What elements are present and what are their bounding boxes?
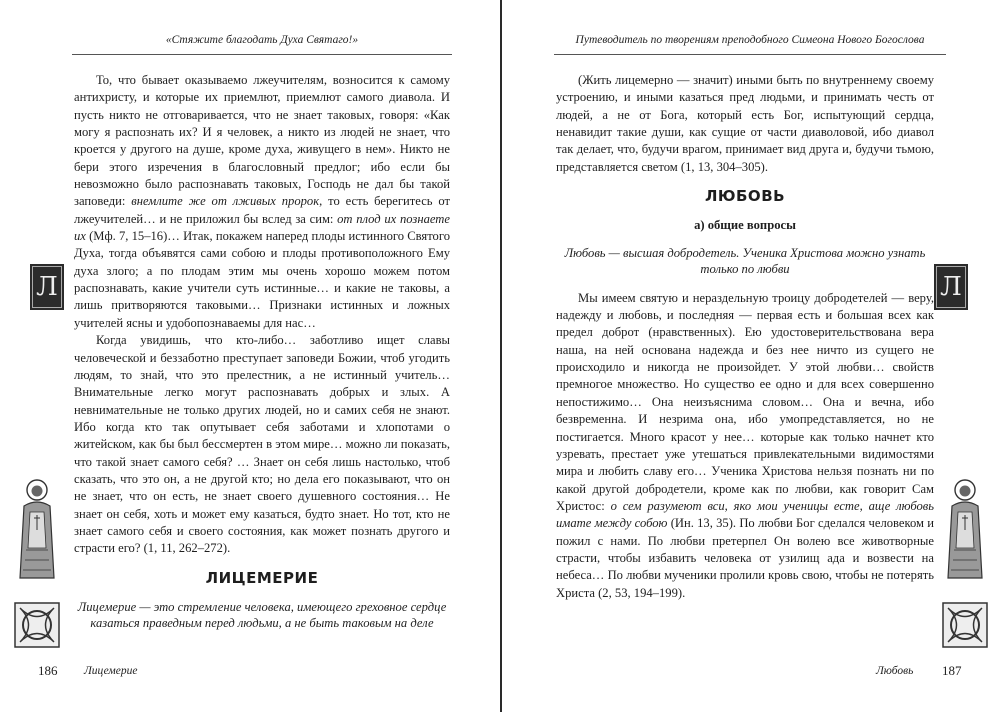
running-head-left: «Стяжите благодать Духа Святаго!» <box>165 34 359 46</box>
tab-letter: Л <box>940 272 962 302</box>
left-body <box>74 72 450 644</box>
epigraph-love: Любовь — высшая добродетель. Ученика Христова можно узнать только по любви <box>564 245 926 277</box>
page-number-left: 186 <box>38 663 58 678</box>
footer-title-left: Лицемерие <box>84 665 138 677</box>
quote-italic: о сем разумеют вси, яко мои ученицы есте, аще любовь имате между собою <box>556 498 934 531</box>
right-paragraph-1: (Жить лицемерно — значит) иными быть по внутреннему своему устроению, и иными казаться пред людьми, и принимать честь от людей, а не от Бога, который есть Бог, испытующий сердца, ненавидит такие души, как сущие от части диаволовой, ибо диавол так делает, что, будучи врагом, принимает вид друга и, будучи тьмою, представляется светом (1, 13, 304–305). <box>556 73 934 174</box>
knot-ornament-right <box>940 600 990 650</box>
epigraph-hypocrisy: Лицемерие — это стремление человека, имеющего греховное сердце казаться праведным перед людьми, а не быть таковым на деле <box>77 599 447 631</box>
left-paragraph-1: То, что бывает оказываемо лжеучителям, возносится к самому антихристу, и которые их приемлют, приемлют самого диавола. И пусть никто не отговаривается, что не знает таковых, говоря: «Как могу я распознать их? И я человек, а никто из людей не знает, что кроется у другого на душе, кроме духа, живущего в нем». Никто не бери этого изречения в благословный предлог; ибо если бы невозможно было распознавать таковых, Господь не дал бы такой заповеди: внемлите же от лживых пророк, то есть берегитесь от лжеучителей… и не приложил бы вслед за сим: от плод их познаете их (Мф. 7, 15–16)… Итак, покажем наперед плоды истинного Святого Духа, тогда объявятся сами собою и плоды противоположного Ему духа злого; а по плодам этим мы очень хорошо можем потом распознавать, какие учители суть истинные… и какие не таковы, а лишь притворяются таковыми… Признаки истинных и ложных учителей ясны и удобопознаваемы для нас… <box>74 73 451 330</box>
quote-italic: от плод их познаете их <box>74 211 450 244</box>
right-page <box>502 0 1000 712</box>
letter-tab-right <box>934 264 968 310</box>
left-paragraph-2: Когда увидишь, что кто-либо… заботливо ищет славы человеческой и беззаботно преступает заповеди Божии, чтоб угодить людям, то знай, что это прелестник, а не истинный учитель… Внимательные легко могут распознавать добрых и злых. А невнимательные не только других людей, но и самих себя не знают. Ибо когда кто так опутывает себя заботами и хлопотами о житейском, как бы был бессмертен в этом мире… можно ли показать, что такой знает самого себя? … Знает он себя лишь настолько, чтоб сказать, что это он, а не другой кто; но дела его показывают, что он не знает, что он есть, не знает своего душевного состояния… Не знает он себя, хоть и может ему казаться, будто знает. Но тот, кто не знает самого себя и своего состояния, как может познать другого и страсти его? (1, 11, 262–272). <box>74 333 450 556</box>
saint-figure-ornament-right <box>942 478 988 588</box>
running-head-right: Путеводитель по творениям преподобного Симеона Нового Богослова <box>575 34 925 46</box>
quote-italic: внемлите же от лживых пророк <box>131 194 320 209</box>
subsection-title-general: а) общие вопросы <box>694 218 796 233</box>
knot-ornament-left <box>12 600 62 650</box>
right-paragraph-2: Мы имеем святую и нераздельную троицу добродетелей — веру, надежду и любовь, и последняя — первая есть и большая всех как предел доброт (нравственных). Ею удостоверительствована вера наша, на ней основана надежда и без нее ничто из сущего не происходило и никогда не произойдет. У этой любви… свойств премногое множество. Но существо ее одно и для всех совершенно непостижимо… Она неизъяснима словом… Она и вечна, ибо безвременна. И незрима она, ибо умопредставляется, но не постигается. Много красот у нее… которые как только начнет кто узревать, престает уже утешаться привлекательными видимостями мира и любить славу его… Ученика Христова нельзя познать ни по какой другой добродетели, кроме как по любви, как говорит Сам Христос: о сем разумеют вси, яко мои ученицы есте, аще любовь имате между собою (Ин. 13, 35). По любви Бог сделался человеком и пожил с нами. По любви претерпел Он волею все животворные страсти, чтобы избавить человека от узилищ ада и возвести на небеса… По любви мученики пролили кровь свою, чтобы не потерять Христа (2, 53, 194–199). <box>556 290 934 600</box>
footer-title-right: Любовь <box>876 665 914 677</box>
header-rule-left <box>72 54 452 55</box>
section-title-hypocrisy: ЛИЦЕМЕРИЕ <box>205 568 319 587</box>
header-rule-right <box>554 54 946 55</box>
section-title-love: ЛЮБОВЬ <box>704 187 786 206</box>
letter-tab-left <box>30 264 64 310</box>
tab-letter: Л <box>36 272 58 302</box>
page-number-right: 187 <box>942 663 962 678</box>
right-body <box>556 72 934 602</box>
saint-figure-ornament-left <box>14 478 60 588</box>
